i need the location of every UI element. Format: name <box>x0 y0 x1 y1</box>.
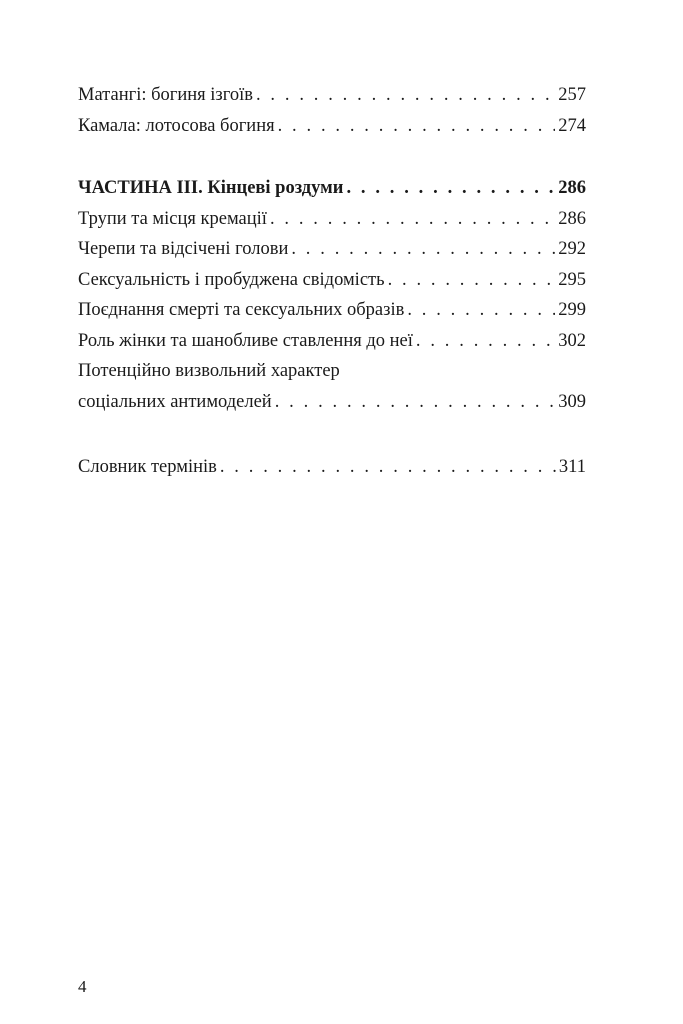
toc-leader-dots <box>270 204 555 235</box>
toc-entry-page: 309 <box>558 391 586 412</box>
toc-leader-dots <box>388 265 556 296</box>
toc-entry-title-line1: Потенційно визвольний характер <box>78 361 340 381</box>
toc-entry-title: Черепи та відсічені голови <box>78 239 289 259</box>
toc-leader-dots <box>275 387 556 418</box>
toc-part-heading[interactable] <box>78 173 586 204</box>
toc-entry[interactable] <box>78 452 586 483</box>
toc-entry[interactable] <box>78 80 586 111</box>
toc-entry-title: Камала: лотосова богиня <box>78 115 275 136</box>
toc-leader-dots <box>220 452 556 483</box>
toc-leader-dots <box>346 173 555 204</box>
toc-entry-page: 295 <box>558 269 586 290</box>
toc-entry-title-line2: соціальних антимоделей <box>78 391 272 412</box>
toc-entry[interactable] <box>78 326 586 357</box>
toc-entry[interactable] <box>78 111 586 142</box>
toc-section-goddesses <box>78 80 586 141</box>
toc-entry-multiline-first-line[interactable] <box>78 356 586 387</box>
toc-entry-page: 299 <box>558 300 586 320</box>
toc-section-glossary <box>78 452 586 483</box>
toc-entry-title: Трупи та місця кремації <box>78 208 267 229</box>
toc-leader-dots <box>407 295 555 326</box>
toc-leader-dots <box>416 326 555 357</box>
toc-entry-title: Словник термінів <box>78 457 217 477</box>
toc-entry[interactable] <box>78 234 586 265</box>
toc-section-part-three <box>78 173 586 417</box>
toc-part-heading-page: 286 <box>558 178 586 198</box>
toc-entry[interactable] <box>78 265 586 296</box>
toc-entry-title: Поєднання смерті та сексуальних образів <box>78 300 405 320</box>
toc-leader-dots <box>291 234 555 265</box>
toc-entry-page: 274 <box>558 115 586 136</box>
page-number: 4 <box>78 977 87 996</box>
toc-part-heading-title: ЧАСТИНА ІІІ. Кінцеві роздуми <box>78 178 344 198</box>
toc-entry-page: 302 <box>558 330 586 351</box>
toc-entry-multiline-second-line[interactable] <box>78 387 586 418</box>
toc-entry-title: Роль жінки та шанобливе ставлення до неї <box>78 330 413 351</box>
toc-leader-dots <box>278 111 556 142</box>
toc-entry[interactable] <box>78 295 586 326</box>
toc-entry-title: Матангі: богиня ізгоїв <box>78 85 253 105</box>
toc-entry-page: 292 <box>558 239 586 259</box>
toc-entry-page: 286 <box>558 208 586 229</box>
toc-entry-page: 257 <box>558 85 586 105</box>
toc-entry[interactable] <box>78 204 586 235</box>
toc-entry-title: Сексуальність і пробуджена свідомість <box>78 269 385 290</box>
toc-leader-dots <box>256 80 555 111</box>
toc-entry-page: 311 <box>558 457 586 477</box>
